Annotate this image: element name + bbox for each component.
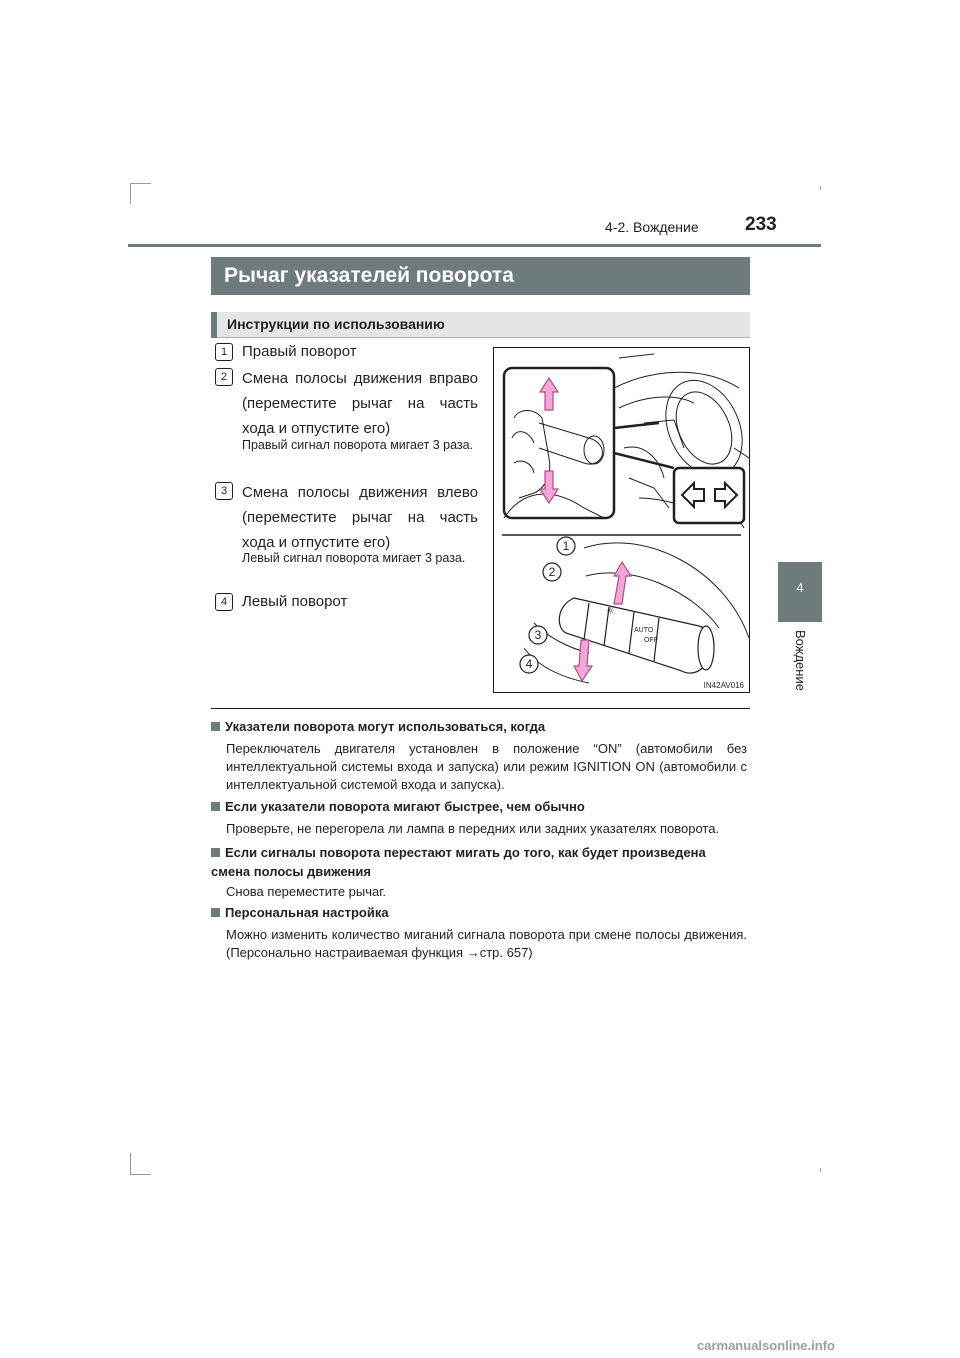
crop-mark	[130, 1153, 131, 1174]
figure-code: IN42AV016	[703, 681, 744, 690]
callout-3	[529, 626, 547, 644]
headlight-icon: ☼	[606, 606, 615, 617]
item-text: Правый поворот	[242, 343, 357, 360]
item-number-badge: 1	[215, 343, 233, 361]
note-text: Можно изменить количество миганий сигнала поворота при смене полосы движения. (Персонально настраиваемая функция →стр. 657)	[226, 927, 747, 960]
svg-text:1: 1	[562, 539, 570, 553]
crop-mark	[820, 1168, 821, 1172]
subheading-text: Инструкции по использованию	[227, 316, 445, 332]
note-heading: Если указатели поворота мигают быстрее, чем обычно	[211, 799, 585, 814]
lever-down-arrow-icon	[574, 640, 592, 681]
lever-up-arrow-icon	[614, 562, 631, 604]
callout-1	[557, 537, 575, 555]
note-text: Проверьте, не перегорела ли лампа в передних или задних указателях поворота.	[226, 821, 720, 836]
note-heading: Если сигналы поворота перестают мигать до того, как будет произведена смена полосы движения	[211, 845, 706, 879]
item-note: Правый сигнал поворота мигает 3 раза.	[242, 438, 474, 452]
note-heading: Персональная настройка	[211, 905, 389, 920]
lever-label-auto: AUTO	[634, 627, 654, 634]
item-text: Смена полосы движения вправо (переместите рычаг на часть хода и отпустите его)	[242, 370, 478, 437]
chapter-tab[interactable]: 4	[778, 562, 822, 622]
svg-text:3: 3	[534, 628, 542, 642]
item-number-badge: 2	[215, 368, 233, 386]
callout-2	[543, 563, 561, 581]
subheading	[211, 312, 750, 338]
svg-text:4: 4	[525, 657, 533, 671]
svg-text:2: 2	[548, 565, 556, 579]
bullet-square-icon	[211, 722, 220, 731]
item-number-badge: 4	[215, 593, 233, 611]
watermark[interactable]: carmanualsonline.info	[697, 1338, 835, 1353]
bullet-square-icon	[211, 848, 220, 857]
subheading-accent	[211, 312, 217, 338]
item-text: Смена полосы движения влево (переместите рычаг на часть хода и отпустите его)	[242, 484, 478, 551]
bullet-square-icon	[211, 908, 220, 917]
item-note: Левый сигнал поворота мигает 3 раза.	[242, 551, 466, 565]
note-heading: Указатели поворота могут использоваться, когда	[211, 719, 545, 734]
crop-mark	[820, 186, 821, 190]
section-divider	[211, 708, 750, 709]
item-number-badge: 3	[215, 482, 233, 500]
lever-drawing	[494, 348, 749, 692]
section-title: 4-2. Вождение	[605, 219, 699, 235]
note-text: Снова переместите рычаг.	[226, 884, 387, 899]
crop-mark	[130, 183, 131, 204]
chapter-tab-label: Вождение	[793, 630, 808, 691]
page-title: Рычаг указателей поворота	[211, 257, 750, 295]
crop-mark	[130, 183, 151, 184]
note-text: Переключатель двигателя установлен в положение “ON” (автомобили без интеллектуальной системы входа и запуска) или режим IGNITION ON (автомобили с интеллектуальной системой входа и запуска).	[226, 741, 747, 792]
lever-illustration	[493, 347, 750, 693]
bullet-square-icon	[211, 802, 220, 811]
page-number: 233	[745, 214, 777, 235]
callout-4	[520, 655, 538, 673]
item-text: Левый поворот	[242, 593, 348, 610]
lever-label-off: OFF	[644, 637, 658, 644]
header-divider	[128, 244, 821, 247]
crop-mark	[130, 1174, 151, 1175]
